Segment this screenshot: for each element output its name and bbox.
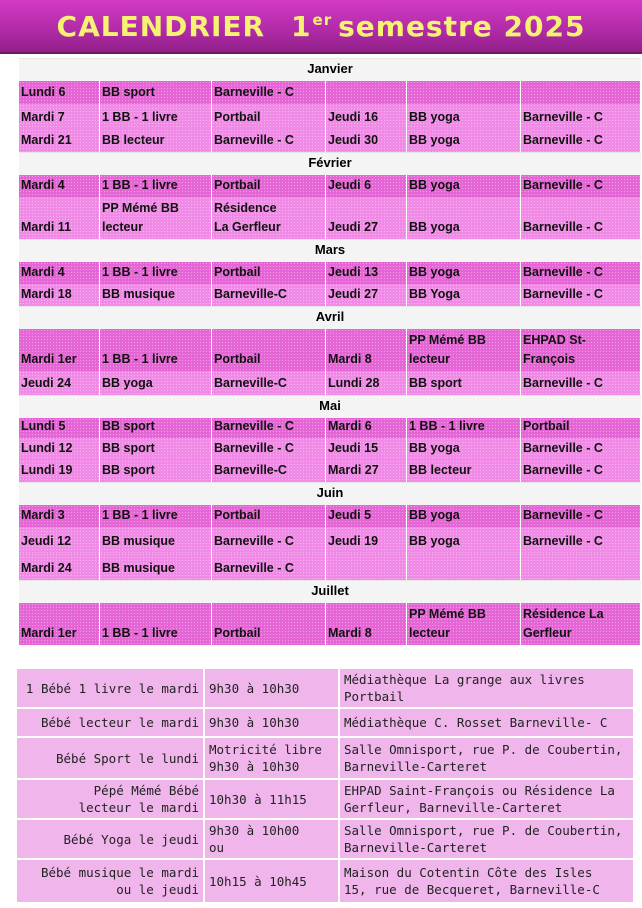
cell-activity2: BB yoga (407, 104, 521, 129)
cell-activity: PP Mémé BB lecteur (100, 197, 212, 239)
cell-place2: Barneville - C (521, 438, 641, 460)
cell-place2: Barneville - C (521, 284, 641, 306)
cell-place: Barneville-C (212, 460, 326, 482)
cell-day: Lundi 5 (19, 418, 100, 438)
schedule-row (19, 129, 641, 152)
schedule-row (19, 284, 641, 306)
cell-activity2 (407, 81, 521, 104)
legend-hours: 9h30 à 10h30 (204, 668, 339, 708)
legend-row (16, 779, 634, 819)
month-header: Juin (19, 482, 641, 505)
legend-row (16, 819, 634, 859)
schedule-row (19, 505, 641, 527)
cell-day2: Jeudi 16 (326, 104, 407, 129)
cell-day2: Lundi 28 (326, 371, 407, 395)
title-calendrier: CALENDRIER (56, 9, 266, 43)
legend-row (16, 859, 634, 903)
legend-activity: Pépé Mémé Bébé lecteur le mardi (16, 779, 204, 819)
schedule-row (19, 527, 641, 553)
schedule-row (19, 553, 641, 580)
cell-place2 (521, 81, 641, 104)
cell-activity2: BB sport (407, 371, 521, 395)
cell-activity2: PP Mémé BB lecteur (407, 329, 521, 371)
cell-day: Mardi 1er (19, 329, 100, 371)
cell-day: Mardi 1er (19, 603, 100, 645)
schedule-row (19, 329, 641, 371)
month-header: Juillet (19, 580, 641, 603)
cell-activity: 1 BB - 1 livre (100, 262, 212, 284)
cell-activity: 1 BB - 1 livre (100, 505, 212, 527)
cell-day2: Jeudi 19 (326, 527, 407, 553)
cell-activity: 1 BB - 1 livre (100, 175, 212, 197)
cell-place2 (521, 553, 641, 580)
cell-activity2: PP Mémé BB lecteur (407, 603, 521, 645)
schedule-row (19, 603, 641, 645)
cell-activity: BB yoga (100, 371, 212, 395)
legend-place: Salle Omnisport, rue P. de Coubertin, Barneville-Carteret (339, 819, 634, 859)
cell-day: Lundi 12 (19, 438, 100, 460)
cell-place: Barneville-C (212, 284, 326, 306)
cell-place: Portbail (212, 262, 326, 284)
cell-activity: BB sport (100, 81, 212, 104)
month-header: Février (19, 152, 641, 175)
cell-day: Lundi 19 (19, 460, 100, 482)
cell-activity2: BB yoga (407, 129, 521, 152)
cell-place2: Portbail (521, 418, 641, 438)
legend-row (16, 668, 634, 708)
cell-day: Mardi 7 (19, 104, 100, 129)
legend-activity: Bébé Yoga le jeudi (16, 819, 204, 859)
schedule-row (19, 371, 641, 395)
cell-day: Mardi 3 (19, 505, 100, 527)
cell-day: Mardi 11 (19, 197, 100, 239)
cell-place: Portbail (212, 175, 326, 197)
cell-activity: BB musique (100, 284, 212, 306)
page-title (0, 0, 642, 52)
cell-place: Barneville-C (212, 371, 326, 395)
cell-day2: Jeudi 13 (326, 262, 407, 284)
cell-activity: BB sport (100, 438, 212, 460)
legend-activity: 1 Bébé 1 livre le mardi (16, 668, 204, 708)
cell-place2: EHPAD St- François (521, 329, 641, 371)
calendar-table (19, 58, 641, 645)
legend-place: Médiathèque La grange aux livres Portbail (339, 668, 634, 708)
cell-place2: Barneville - C (521, 175, 641, 197)
cell-activity2: BB yoga (407, 527, 521, 553)
cell-place2: Barneville - C (521, 371, 641, 395)
cell-day2: Jeudi 15 (326, 438, 407, 460)
legend-hours: Motricité libre 9h30 à 10h30 (204, 737, 339, 779)
cell-day2: Jeudi 30 (326, 129, 407, 152)
cell-activity2: BB Yoga (407, 284, 521, 306)
cell-day: Jeudi 12 (19, 527, 100, 553)
cell-place2: Barneville - C (521, 262, 641, 284)
legend-activity: Bébé lecteur le mardi (16, 708, 204, 737)
legend-hours: 9h30 à 10h30 (204, 708, 339, 737)
title-banner (0, 0, 642, 54)
cell-day: Mardi 18 (19, 284, 100, 306)
cell-day2 (326, 81, 407, 104)
cell-day: Mardi 24 (19, 553, 100, 580)
legend-row (16, 737, 634, 779)
cell-place: Barneville - C (212, 553, 326, 580)
cell-activity: 1 BB - 1 livre (100, 603, 212, 645)
legend-hours: 10h15 à 10h45 (204, 859, 339, 903)
cell-place2: Barneville - C (521, 527, 641, 553)
month-header: Janvier (19, 58, 641, 81)
legend-place: Maison du Cotentin Côte des Isles 15, rue de Becqueret, Barneville-C (339, 859, 634, 903)
cell-activity: BB musique (100, 527, 212, 553)
cell-place: Barneville - C (212, 129, 326, 152)
cell-activity2: BB yoga (407, 505, 521, 527)
legend-row (16, 708, 634, 737)
legend-hours: 9h30 à 10h00 ou (204, 819, 339, 859)
schedule-row (19, 197, 641, 239)
cell-activity: BB sport (100, 418, 212, 438)
cell-day: Lundi 6 (19, 81, 100, 104)
activity-legend (15, 667, 635, 904)
cell-activity2: BB yoga (407, 175, 521, 197)
cell-activity2: 1 BB - 1 livre (407, 418, 521, 438)
legend-place: Médiathèque C. Rosset Barneville- C (339, 708, 634, 737)
cell-day2: Mardi 6 (326, 418, 407, 438)
legend-hours: 10h30 à 11h15 (204, 779, 339, 819)
cell-day2: Mardi 8 (326, 603, 407, 645)
cell-day: Jeudi 24 (19, 371, 100, 395)
cell-day2: Jeudi 5 (326, 505, 407, 527)
cell-place: Barneville - C (212, 527, 326, 553)
month-header: Mai (19, 395, 641, 418)
month-header: Mars (19, 239, 641, 262)
cell-place: Portbail (212, 603, 326, 645)
cell-activity2: BB yoga (407, 438, 521, 460)
cell-activity2 (407, 553, 521, 580)
cell-day2: Jeudi 27 (326, 284, 407, 306)
cell-place2: Barneville - C (521, 505, 641, 527)
cell-activity2: BB yoga (407, 197, 521, 239)
schedule-row (19, 104, 641, 129)
legend-place: EHPAD Saint-François ou Résidence La Gerfleur, Barneville-Carteret (339, 779, 634, 819)
cell-place: Barneville - C (212, 81, 326, 104)
schedule-row (19, 460, 641, 482)
schedule-row (19, 262, 641, 284)
cell-day2: Mardi 8 (326, 329, 407, 371)
title-semester: semestre 2025 (338, 9, 586, 43)
cell-activity: 1 BB - 1 livre (100, 104, 212, 129)
cell-place2: Barneville - C (521, 129, 641, 152)
cell-day: Mardi 4 (19, 175, 100, 197)
cell-day2 (326, 553, 407, 580)
cell-place2: Résidence La Gerfleur (521, 603, 641, 645)
cell-day2: Jeudi 6 (326, 175, 407, 197)
cell-activity: BB lecteur (100, 129, 212, 152)
cell-place: Portbail (212, 505, 326, 527)
cell-place: Portbail (212, 329, 326, 371)
cell-place2: Barneville - C (521, 197, 641, 239)
schedule-row (19, 81, 641, 104)
cell-activity: 1 BB - 1 livre (100, 329, 212, 371)
cell-day: Mardi 21 (19, 129, 100, 152)
cell-place2: Barneville - C (521, 460, 641, 482)
cell-day2: Mardi 27 (326, 460, 407, 482)
title-ordinal: 1er (291, 9, 333, 43)
cell-place: Barneville - C (212, 418, 326, 438)
schedule-row (19, 175, 641, 197)
month-header: Avril (19, 306, 641, 329)
legend-place: Salle Omnisport, rue P. de Coubertin, Barneville-Carteret (339, 737, 634, 779)
cell-activity: BB sport (100, 460, 212, 482)
cell-place: Résidence La Gerfleur (212, 197, 326, 239)
schedule-row (19, 418, 641, 438)
cell-place: Portbail (212, 104, 326, 129)
legend-activity: Bébé Sport le lundi (16, 737, 204, 779)
cell-day2: Jeudi 27 (326, 197, 407, 239)
legend-activity: Bébé musique le mardi ou le jeudi (16, 859, 204, 903)
cell-place2: Barneville - C (521, 104, 641, 129)
cell-day: Mardi 4 (19, 262, 100, 284)
schedule-row (19, 438, 641, 460)
cell-activity2: BB lecteur (407, 460, 521, 482)
cell-place: Barneville - C (212, 438, 326, 460)
cell-activity: BB musique (100, 553, 212, 580)
cell-activity2: BB yoga (407, 262, 521, 284)
